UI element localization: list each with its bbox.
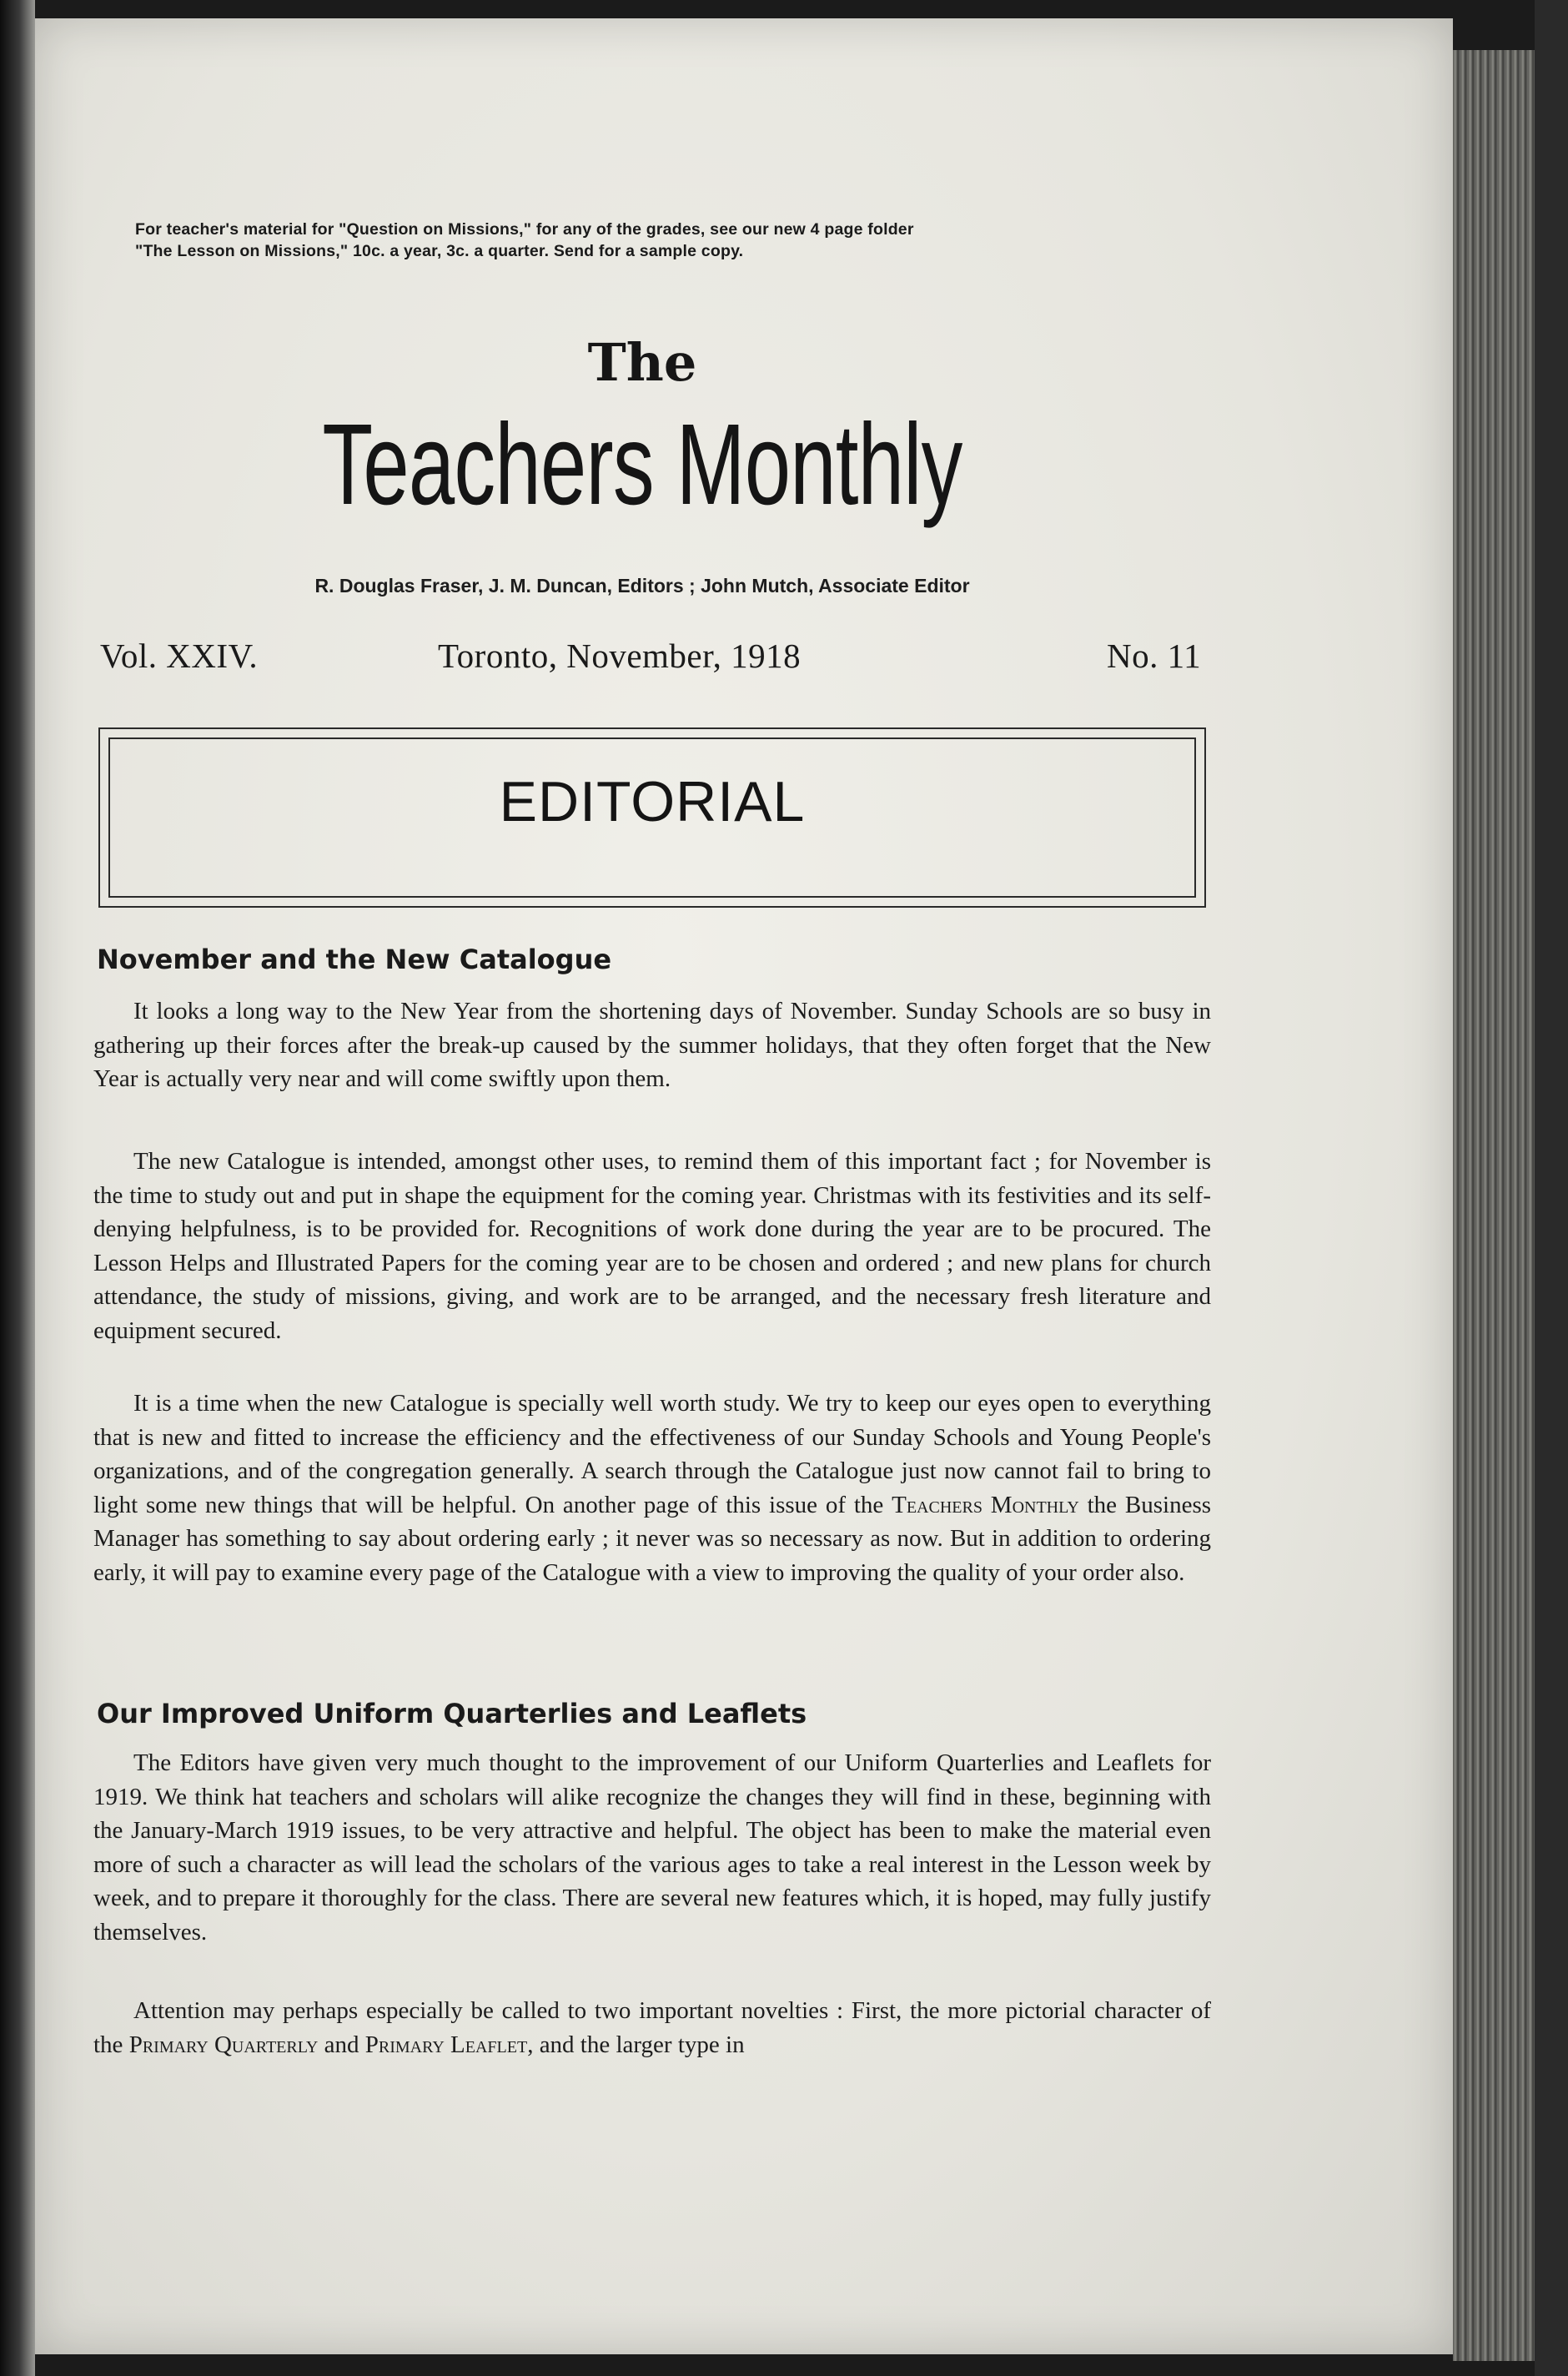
article-paragraph (93, 1994, 1211, 2061)
paragraph-text: the Business Manager has something to say about ordering early ; it never was so necessary as now. But in addition to ordering early, it will pay to examine every page of the Catalogue with a view to improving the quality of your order also. (93, 1491, 1212, 1586)
editorial-banner-title: EDITORIAL (499, 770, 806, 833)
paragraph-text: It is a time when the new Catalogue is specially well worth study. We try to keep our eyes open to everything that is new and fitted to increase the efficiency and the effectiveness of our Sunday Schools and Young People's organizations, and of the congregation generally. A search through the Catalogue just now cannot fail to bring to light some new things that will be helpful. On another page of this issue of the (93, 1390, 1211, 1518)
article-paragraph: It looks a long way to the New Year from the shortening days of November. Sunday Schools are so busy in gathering up their forces after the break-up caused by the summer holidays, that they often forget that the New Year is actually very near and will come swiftly upon them. (93, 998, 1211, 1092)
article-paragraph: The new Catalogue is intended, amongst other uses, to remind them of this important fact ; for November is the time to study out and put in shape the equipment for the coming year. Christmas with its festivities and its self-denying helpfulness, is to be provided for. Recognitions of work done during the year are to be procured. The Lesson Helps and Illustrated Papers for the coming year are to be chosen and ordered ; and new plans for church attendance, the study of missions, giving, and work are to be arranged, and the necessary fresh literature and equipment secured. (93, 1148, 1211, 1344)
publication-name: Teachers Monthly (892, 1491, 1079, 1518)
issue-number: No. 11 (1107, 637, 1202, 675)
article-heading: Our Improved Uniform Quarterlies and Leaflets (97, 1698, 807, 1729)
masthead-editors: R. Douglas Fraser, J. M. Duncan, Editors ; John Mutch, Associate Editor (314, 575, 970, 597)
publication-name: Primary Leaflet (364, 2031, 528, 2058)
volume-number: Vol. XXIV. (100, 637, 259, 675)
article-heading: November and the New Catalogue (97, 944, 612, 975)
notice-line-1: For teacher's material for "Question on Missions," for any of the grades, see our new 4 page folder (135, 220, 914, 239)
paragraph-text: Attention may perhaps especially be called to two important novelties : First, the more pictorial character of the (93, 1997, 1211, 2058)
issue-place-date: Toronto, November, 1918 (438, 637, 802, 675)
masthead-title: Teachers Monthly (322, 400, 962, 529)
paragraph-text: , and the larger type in (527, 2031, 745, 2058)
missions-notice (135, 219, 1228, 262)
notice-line-2: "The Lesson on Missions," 10c. a year, 3c. a quarter. Send for a sample copy. (135, 242, 744, 260)
article-paragraph (93, 1387, 1211, 1589)
paragraph-text: and (324, 2031, 359, 2058)
masthead-the: The (587, 332, 697, 393)
editorial-banner (98, 727, 1206, 908)
article-paragraph: The Editors have given very much thought to the improvement of our Uniform Quarterlies and Leaflets for 1919. We think hat teachers and scholars will alike recognize the changes they will find in these, beginning with the January-March 1919 issues, to be very attractive and helpful. The object has been to make the material even more of such a character as will lead the scholars of the various ages to take a real interest in the Lesson week by week, and to prepare it thoroughly for the class. There are several new features which, it is hoped, may fully justify themselves. (93, 1749, 1211, 1946)
publication-name: Primary Quarterly (128, 2031, 319, 2058)
